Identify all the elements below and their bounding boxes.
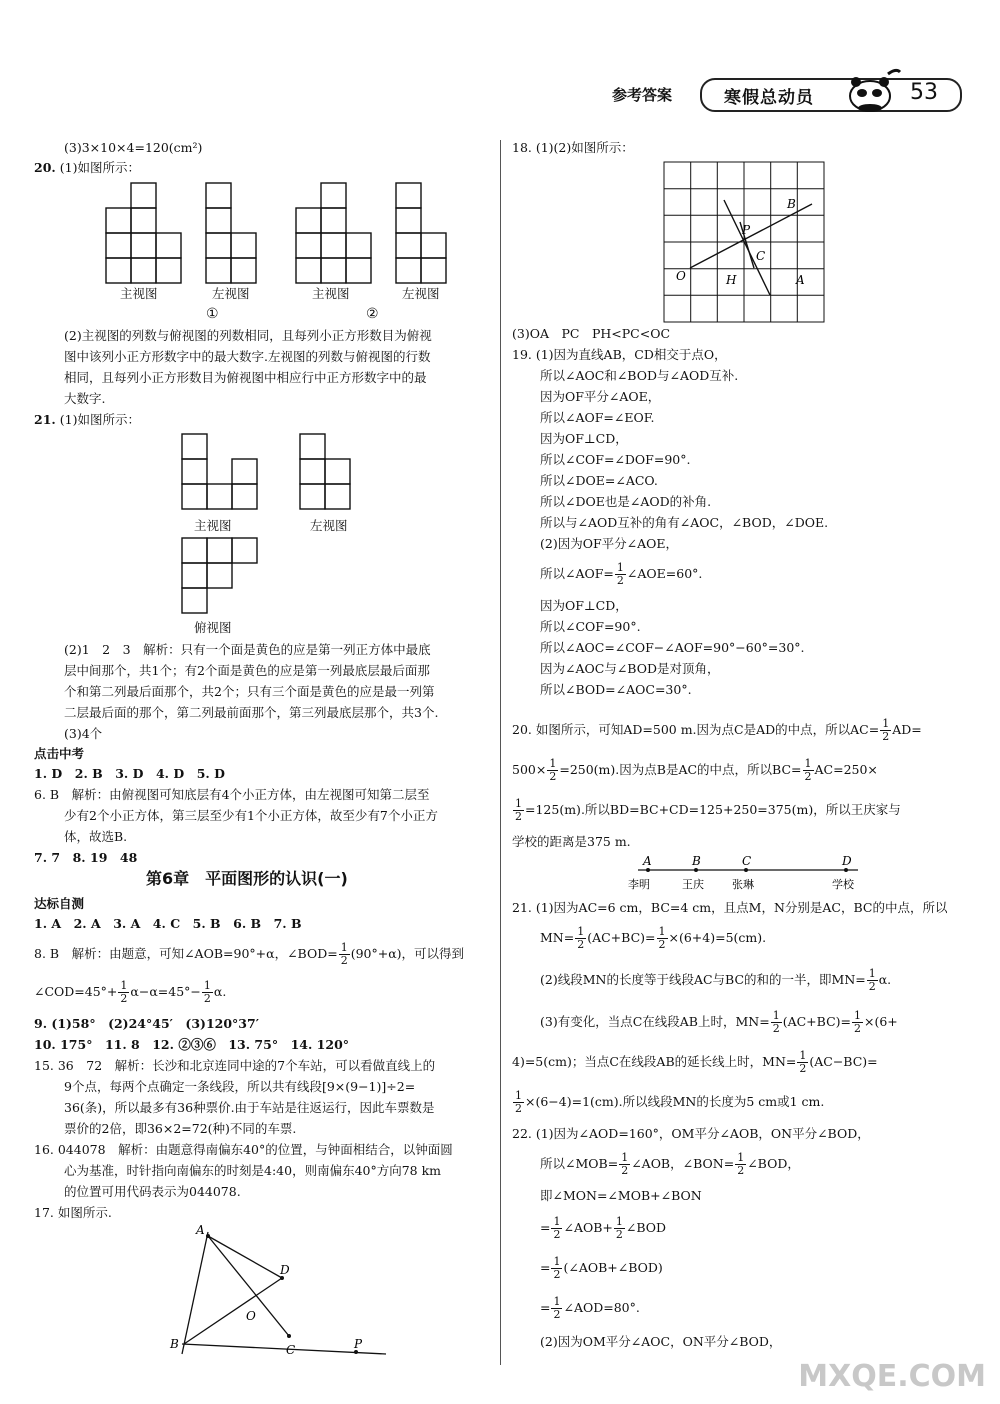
caption-left-view: 左视图 — [310, 518, 348, 533]
point-label: A — [196, 1223, 205, 1237]
answer-line: 所以∠AOF= $\frac{1}{2}$ ∠AOE=60°. — [540, 561, 703, 587]
answer-line: (2)线段MN的长度等于线段AC与BC的和的一半，即MN= $\frac{1}{2}$ α. — [540, 967, 892, 993]
answer-line: 所以∠BOD=∠AOC=30°. — [540, 682, 692, 697]
question-line: 20. (1)如图所示： — [34, 160, 140, 175]
answer-line: 19. (1)因为直线AB，CD相交于点O， — [512, 347, 727, 362]
panda-mascot-icon — [842, 66, 902, 114]
watermark: MXQE.COM — [798, 1359, 986, 1394]
answer-line: 票价的2倍，即36×2=72(种)不同的车票. — [64, 1121, 297, 1136]
place-label: 学校 — [832, 878, 854, 891]
point-label: A — [643, 854, 652, 868]
caption-front-view: 主视图 — [194, 518, 232, 533]
point-label: C — [742, 854, 752, 868]
answer-line: 所以∠COF=∠DOF=90°. — [540, 452, 691, 467]
figure-marker: ② — [366, 306, 379, 322]
answer-line: (2)因为OF平分∠AOE， — [540, 536, 679, 551]
answer-line: 少有2个小正方体，第三层至少有1个小正方体，故至少有7个小正方 — [64, 808, 438, 823]
page-header — [612, 78, 992, 112]
answer-line: 因为∠AOC与∠BOD是对顶角， — [540, 661, 720, 676]
answer-line: 所以∠COF=90°. — [540, 619, 641, 634]
point-label: C — [286, 1343, 296, 1357]
caption-front-view: 主视图 — [120, 286, 158, 301]
answer-line: 因为OF⊥CD， — [540, 598, 628, 613]
point-label: P — [742, 223, 751, 237]
answer-line: 4)=5(cm)；当点C在线段AB的延长线上时，MN= $\frac{1}{2}$ (AC−BC)= — [512, 1049, 878, 1075]
caption-top-view: 俯视图 — [194, 620, 232, 635]
answer-line: ∠COD=45°+ $\frac{1}{2}$ α−α=45°− $\frac{1}{2}$ α. — [34, 979, 227, 1005]
answer-line: 即∠MON=∠MOB+∠BON — [540, 1188, 702, 1203]
point-label: P — [354, 1337, 363, 1351]
point-label: B — [787, 197, 796, 211]
answer-line: 9个点，每两个点确定一条线段，所以共有线段[9×(9−1)]÷2= — [64, 1079, 416, 1094]
question-line: 21. (1)如图所示： — [34, 412, 140, 427]
answer-line: 15. 36 72 解析：长沙和北京连同中途的7个车站，可以看做直线上的 — [34, 1058, 436, 1073]
point-label: B — [170, 1337, 179, 1351]
answer-line: = $\frac{1}{2}$ (∠AOB+∠BOD) — [540, 1255, 663, 1281]
answer-line: 1. A 2. A 3. A 4. C 5. B 6. B 7. B — [34, 916, 302, 931]
answer-line: (3)3×10×4=120(cm²) — [64, 140, 203, 155]
point-label: D — [842, 854, 852, 868]
point-label: O — [676, 269, 686, 283]
answer-line: 6. B 解析：由俯视图可知底层有4个小正方体，由左视图可知第二层至 — [34, 787, 430, 802]
answer-line: 因为OF⊥CD， — [540, 431, 628, 446]
place-label: 李明 — [628, 878, 650, 891]
caption-front-view: 主视图 — [312, 286, 350, 301]
answer-line: (2)因为OM平分∠AOC，ON平分∠BOD， — [540, 1334, 782, 1349]
answer-line: 所以∠MOB= $\frac{1}{2}$ ∠AOB，∠BON= $\frac{1}{2}$ ∠BOD， — [540, 1151, 800, 1177]
answer-line: MN= $\frac{1}{2}$ (AC+BC)= $\frac{1}{2}$ ×(6+4)=5(cm). — [540, 925, 767, 951]
answer-line: 所以∠AOC和∠BOD与∠AOD互补. — [540, 368, 739, 383]
answer-line: 层中间那个，共1个；有2个面是黄色的应是第一列最底层最后面那 — [64, 663, 430, 678]
place-label: 张琳 — [732, 878, 754, 891]
point-label: B — [692, 854, 701, 868]
answer-line: 因为OF平分∠AOE， — [540, 389, 661, 404]
point-label: A — [796, 273, 805, 287]
answer-line: 图中该列小正方形数字中的最大数字.左视图的列数与俯视图的行数 — [64, 349, 431, 364]
answer-line: 18. (1)(2)如图所示： — [512, 140, 634, 155]
section-heading: 点击中考 — [34, 746, 85, 761]
answer-line: (3)有变化，当点C在线段AB上时，MN= $\frac{1}{2}$ (AC+BC)= $\frac{1}{2}$ ×(6+ — [540, 1009, 898, 1035]
segment-figure-q20 — [608, 852, 868, 894]
answer-line: = $\frac{1}{2}$ ∠AOB+ $\frac{1}{2}$ ∠BOD — [540, 1215, 667, 1241]
answer-line: 所以∠AOF=∠EOF. — [540, 410, 655, 425]
point-label: C — [756, 249, 766, 263]
answer-line: (2)1 2 3 解析：只有一个面是黄色的应是第一列正方体中最底 — [64, 642, 431, 657]
answer-line: (3)4个 — [64, 726, 103, 741]
section-heading: 达标自测 — [34, 896, 85, 911]
answer-line: 22. (1)因为∠AOD=160°，OM平分∠AOB，ON平分∠BOD， — [512, 1126, 870, 1141]
column-divider — [500, 140, 501, 1365]
answer-line: 所以∠DOE=∠ACO. — [540, 473, 658, 488]
point-label: H — [726, 273, 737, 287]
answer-line: 16. 044078 解析：由题意得南偏东40°的位置，与钟面相结合，以钟面圆 — [34, 1142, 453, 1157]
answer-line: 心为基准，时针指向南偏东的时刻是4:40，则南偏东40°方向78 km — [64, 1163, 442, 1178]
answer-line: 二层最后面的那个，第二列最前面那个，第三列最底层那个，共3个. — [64, 705, 439, 720]
answer-line: 个和第二列最后面那个，共2个；只有三个面是黄色的应是最一列第 — [64, 684, 435, 699]
answer-line: 大数字. — [64, 391, 106, 406]
answer-line: 体，故选B. — [64, 829, 128, 844]
answer-line: $\frac{1}{2}$ ×(6−4)=1(cm).所以线段MN的长度为5 cm或1 cm. — [515, 1089, 825, 1115]
answer-line: 17. 如图所示. — [34, 1205, 112, 1220]
answer-line: 500× $\frac{1}{2}$ =250(m).因为点B是AC的中点，所以BC= $\frac{1}{2}$ AC=250× — [512, 757, 878, 783]
reference-answer-label: 参考答案 — [612, 86, 673, 104]
book-title: 寒假总动员 — [724, 88, 814, 108]
answer-line: 的位置可用代码表示为044078. — [64, 1184, 241, 1199]
answer-line: 相同，且每列小正方形数目为俯视图中相应行中正方形数字中的最 — [64, 370, 427, 385]
answer-line: 20. 如图所示，可知AD=500 m.因为点C是AD的中点，所以AC= $\frac{1}{2}$ AD= — [512, 717, 922, 743]
answer-line: 所以∠AOC=∠COF−∠AOF=90°−60°=30°. — [540, 640, 805, 655]
answer-line: 学校的距离是375 m. — [512, 834, 631, 849]
answer-line: = $\frac{1}{2}$ ∠AOD=80°. — [540, 1295, 640, 1321]
answer-line: 36(条)，所以最多有36种票价.由于车站是往返运行，因此车票数是 — [64, 1100, 435, 1115]
caption-left-view: 左视图 — [402, 286, 440, 301]
point-label: O — [246, 1309, 256, 1323]
chapter-title: 第6章 平面图形的认识(一) — [146, 869, 348, 888]
answer-line: 8. B 解析：由题意，可知∠AOB=90°+α，∠BOD= $\frac{1}{2}$ (90°+α)，可以得到 — [34, 941, 465, 967]
place-label: 王庆 — [682, 878, 704, 891]
answer-line: 9. (1)58° (2)24°45′ (3)120°37′ — [34, 1016, 259, 1031]
answer-line: 7. 7 8. 19 48 — [34, 850, 138, 865]
answer-line: 10. 175° 11. 8 12. ②③⑥ 13. 75° 14. 120° — [34, 1037, 350, 1052]
point-label: D — [280, 1263, 290, 1277]
answer-line: (3)OA PC PH<PC<OC — [512, 326, 671, 341]
answer-line: 1. D 2. B 3. D 4. D 5. D — [34, 766, 225, 781]
answer-line: 所以与∠AOD互补的角有∠AOC，∠BOD，∠DOE. — [540, 515, 829, 530]
answer-line: 21. (1)因为AC=6 cm，BC=4 cm，且点M，N分别是AC，BC的中点，所以 — [512, 900, 948, 915]
caption-left-view: 左视图 — [212, 286, 250, 301]
answer-line: 所以∠DOE也是∠AOD的补角. — [540, 494, 712, 509]
answer-line: $\frac{1}{2}$ =125(m).所以BD=BC+CD=125+250=375(m)，所以王庆家与 — [515, 797, 901, 823]
answer-line: (2)主视图的列数与俯视图的列数相同，且每列小正方形数目为俯视 — [64, 328, 432, 343]
grid-figure-q18 — [662, 160, 828, 326]
figure-marker: ① — [206, 306, 219, 322]
geometry-figure-q17 — [164, 1222, 394, 1362]
page-number: 53 — [910, 80, 938, 105]
